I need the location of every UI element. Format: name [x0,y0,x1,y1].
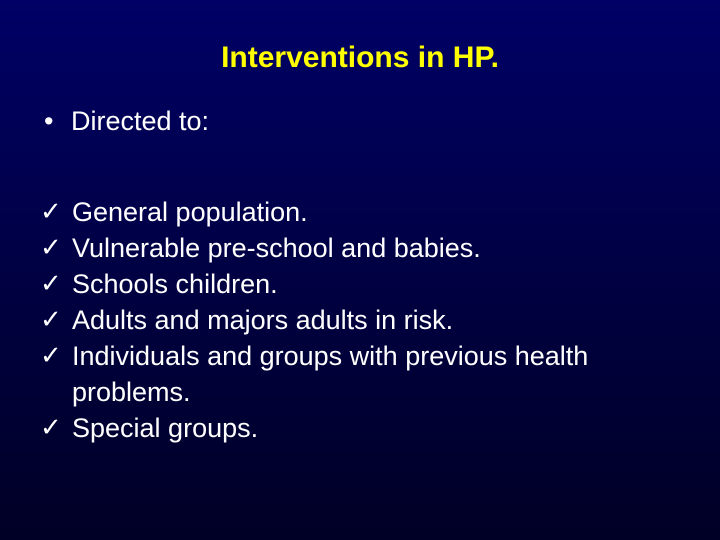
check-item [40,302,672,338]
bullet-dot: • [44,106,54,136]
check-item-text: General population. [72,197,308,227]
bullet-directed-to [44,103,209,139]
checkmark-icon: ✓ [40,305,62,335]
checkmark-icon: ✓ [40,413,62,443]
check-item [40,266,672,302]
checkmark-icon: ✓ [40,341,62,371]
checkmark-icon: ✓ [40,197,62,227]
check-item-text: Special groups. [72,413,259,443]
check-list [40,194,672,446]
check-item [40,194,672,230]
slide-title: Interventions in HP. [221,41,499,74]
check-item [40,338,672,410]
bullet-text: Directed to: [71,106,210,136]
check-item [40,410,672,446]
check-item-text: Vulnerable pre-school and babies. [72,233,481,263]
check-item-text: Individuals and groups with previous health problems. [72,341,589,407]
check-item-text: Adults and majors adults in risk. [72,305,454,335]
check-item [40,230,672,266]
checkmark-icon: ✓ [40,269,62,299]
check-item-text: Schools children. [72,269,278,299]
checkmark-icon: ✓ [40,233,62,263]
